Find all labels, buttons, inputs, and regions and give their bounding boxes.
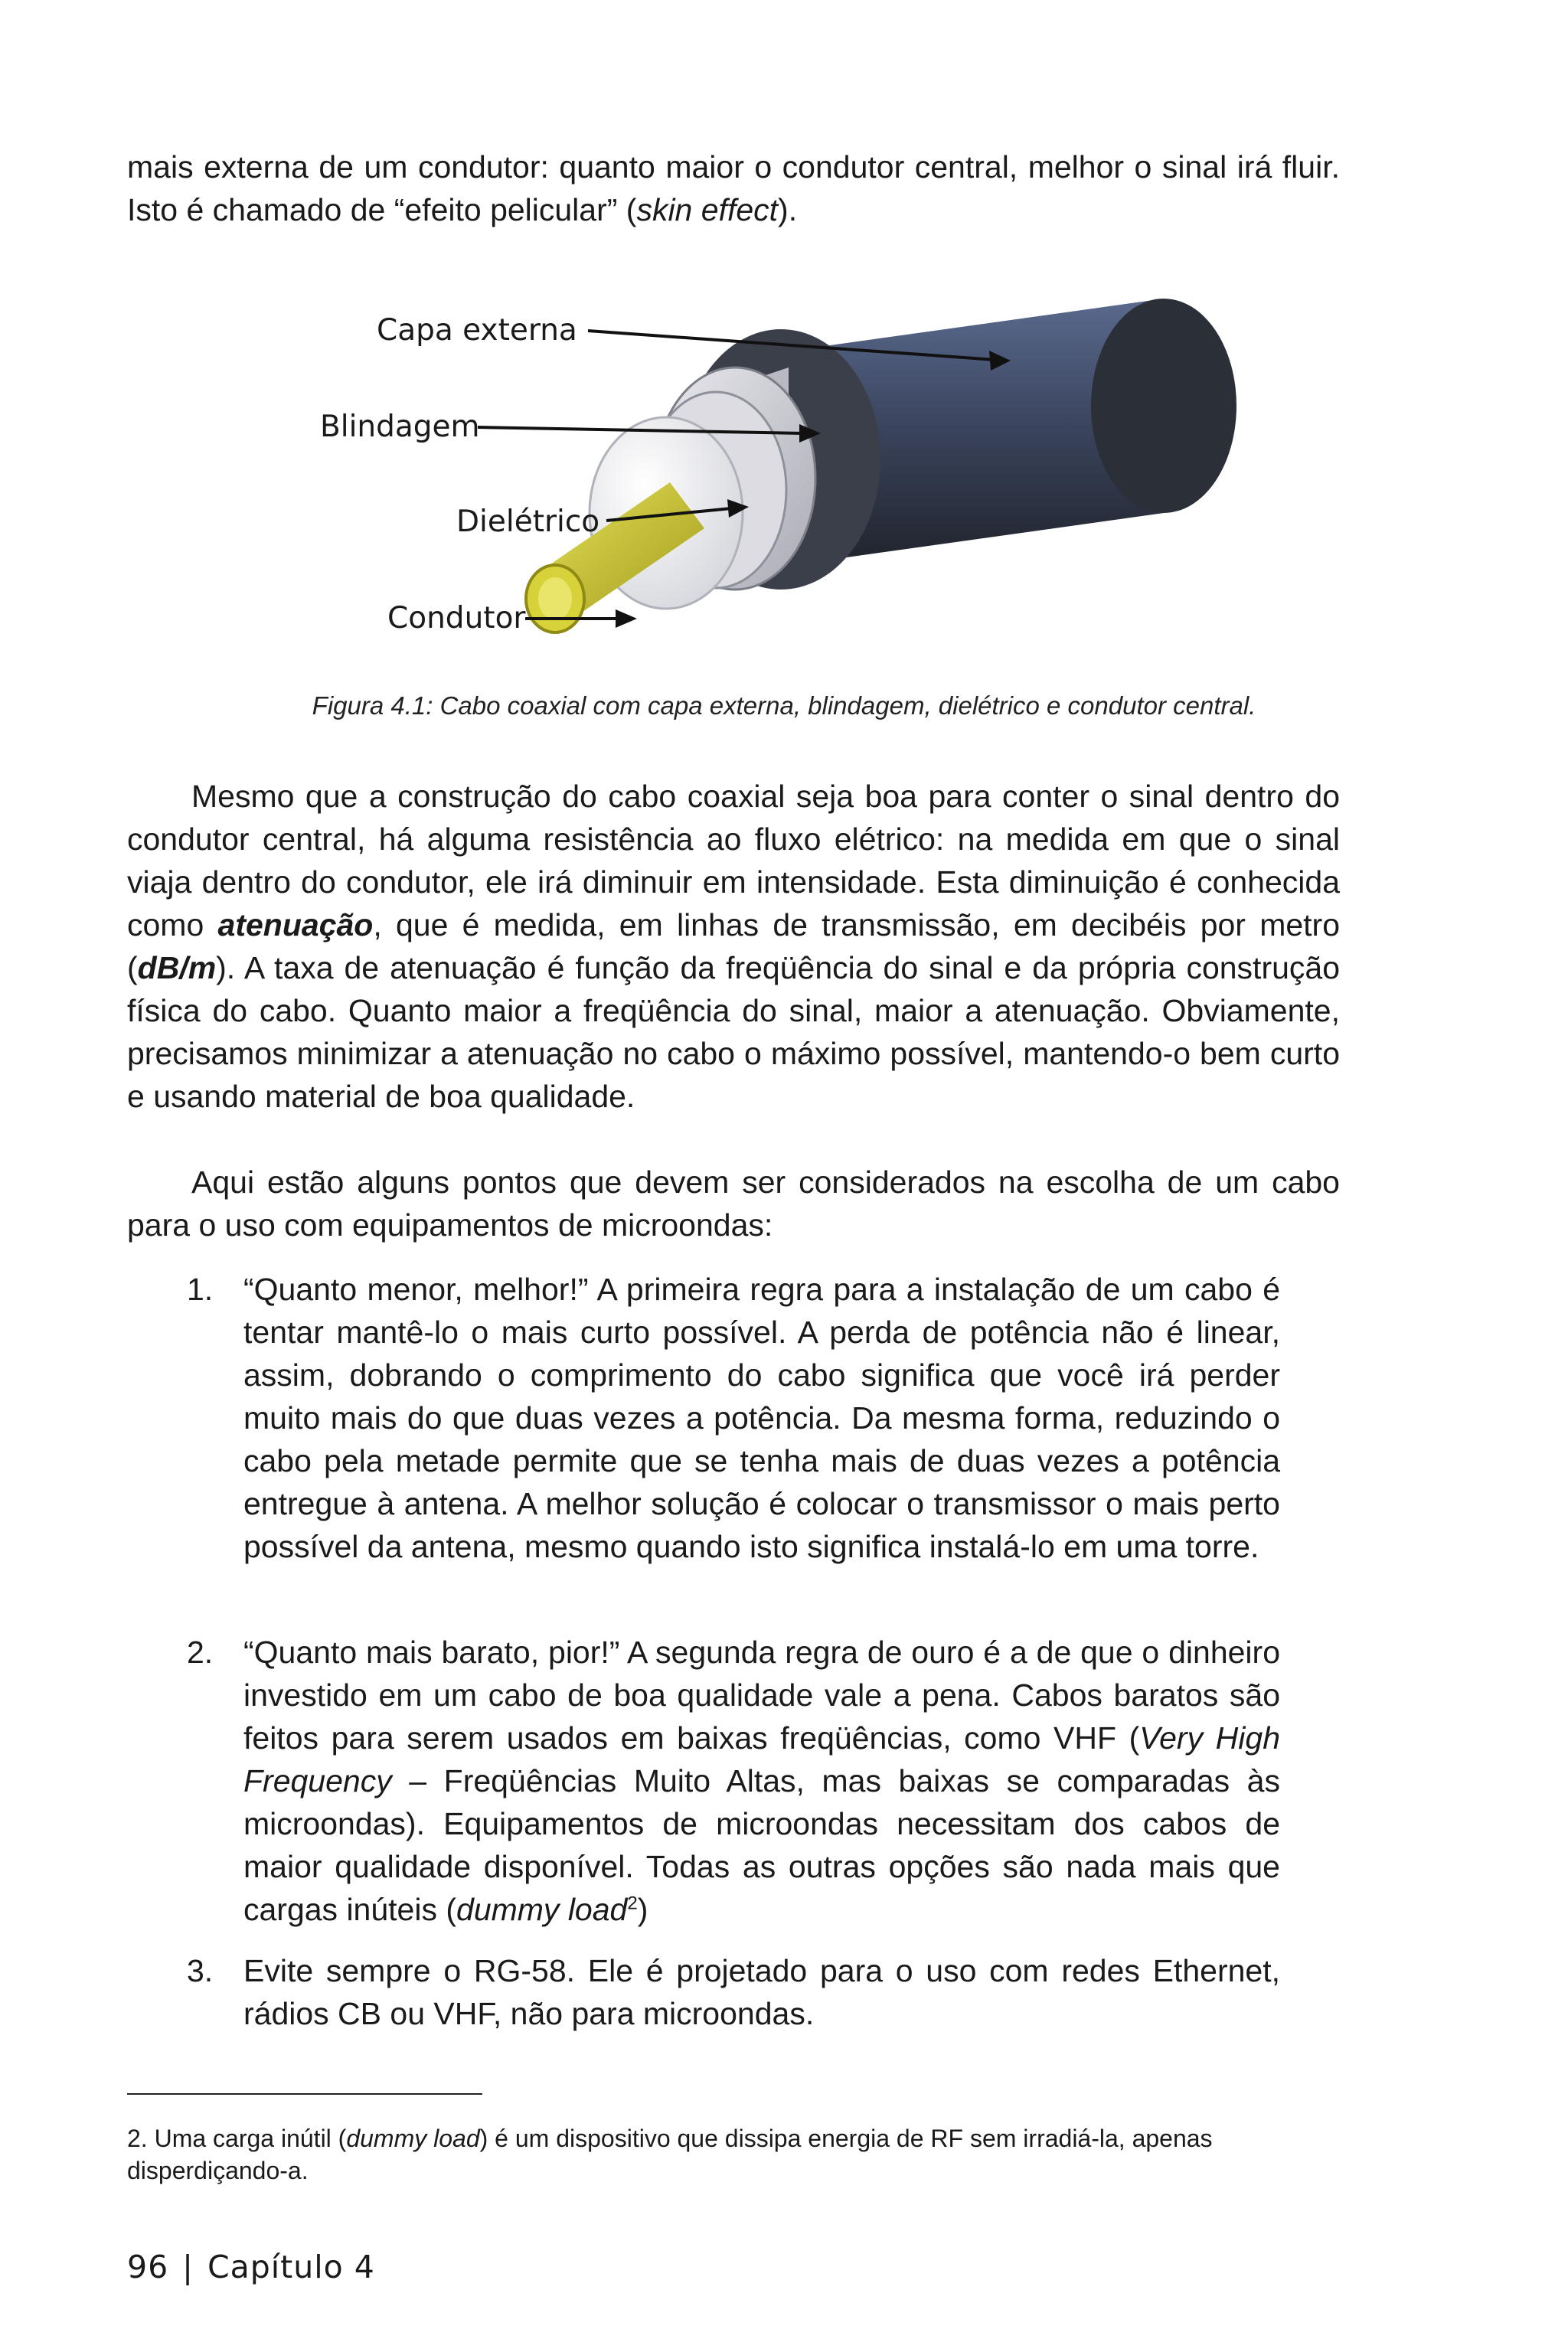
body-paragraph-considerations: Aqui estão alguns pontos que devem ser considerados na escolha de um cabo para o uso com equipamentos de microondas: <box>127 1165 1340 1243</box>
footnote-divider <box>127 2093 482 2095</box>
body-paragraph-attenuation: Mesmo que a construção do cabo coaxial seja boa para conter o sinal dentro do condutor central, há alguma resistência ao fluxo elétrico: na medida em que o sinal viaja dentro do condutor, ele irá diminuir em intensidade. Esta diminuição é conhecida como atenuação, que é medida, em linhas de transmissão, em decibéis por metro (dB/m). A taxa de atenuação é função da freqüência do sinal e da própria construção física do cabo. Quanto maior a freqüência do sinal, maior a atenuação. Obviamente, precisamos minimizar a atenuação no cabo o máximo possível, mantendo-o bem curto e usando material de boa qualidade. <box>127 779 1340 1114</box>
svg-text:Dielétrico: Dielétrico <box>456 505 600 539</box>
footnote-ref: 2 <box>627 1893 638 1914</box>
list-item <box>187 1949 1280 2035</box>
folio-separator: | <box>182 2249 194 2285</box>
label-condutor <box>387 601 637 635</box>
svg-text:Blindagem: Blindagem <box>320 410 480 444</box>
list-number: 2. <box>187 1635 214 1670</box>
svg-text:Capa externa: Capa externa <box>377 313 577 348</box>
svg-text:Condutor: Condutor <box>387 601 526 635</box>
list-number: 1. <box>187 1272 214 1307</box>
term-atenuacao: atenuação <box>217 907 374 942</box>
chapter-label: Capítulo 4 <box>207 2249 375 2285</box>
page-folio <box>127 2248 375 2286</box>
list-item-text: Evite sempre o RG-58. Ele é projetado para o uso com redes Ethernet, rádios CB ou VHF, não para microondas. <box>243 1953 1280 2031</box>
footnote: 2. Uma carga inútil (dummy load) é um dispositivo que dissipa energia de RF sem irradiá-la, apenas disperdiçando-a. <box>127 2125 1213 2184</box>
list-item-text: “Quanto mais barato, pior!” A segunda regra de ouro é a de que o dinheiro investido em um cabo de boa qualidade vale a pena. Cabos baratos são feitos para serem usados em baixas freqüências, como VHF (Very High Frequency – Freqüências Muito Altas, mas baixas se comparadas às microondas). Equipamentos de microondas necessitam dos cabos de maior qualidade disponível. Todas as outras opções são nada mais que cargas inúteis (dummy load$^2$) <box>243 1635 1280 1927</box>
coax-cable-figure <box>291 283 1240 681</box>
list-item <box>187 1631 1280 1931</box>
list-item-text: “Quanto menor, melhor!” A primeira regra para a instalação de um cabo é tentar mantê-lo o mais curto possível. A perda de potência não é linear, assim, dobrando o comprimento do cabo significa que você irá perder muito mais do que duas vezes a potência. Da mesma forma, reduzindo o cabo pela metade permite que se tenha mais de duas vezes a potência entregue à antena. A melhor solução é colocar o transmissor o mais perto possível da antena, mesmo quando isto significa instalá-lo em uma torre. <box>243 1272 1280 1564</box>
term-db-m: dB/m <box>137 950 217 985</box>
list-item <box>187 1268 1280 1568</box>
figure-caption: Figura 4.1: Cabo coaxial com capa externa, blindagem, dielétrico e condutor central. <box>312 691 1256 720</box>
intro-paragraph: mais externa de um condutor: quanto maior o condutor central, melhor o sinal irá fluir. Isto é chamado de “efeito pelicular” (skin effect). <box>127 149 1340 227</box>
list-number: 3. <box>187 1953 214 1988</box>
page-number: 96 <box>127 2249 169 2285</box>
skin-effect-term: skin effect <box>636 192 779 227</box>
coax-cable-illustration <box>291 283 1240 681</box>
